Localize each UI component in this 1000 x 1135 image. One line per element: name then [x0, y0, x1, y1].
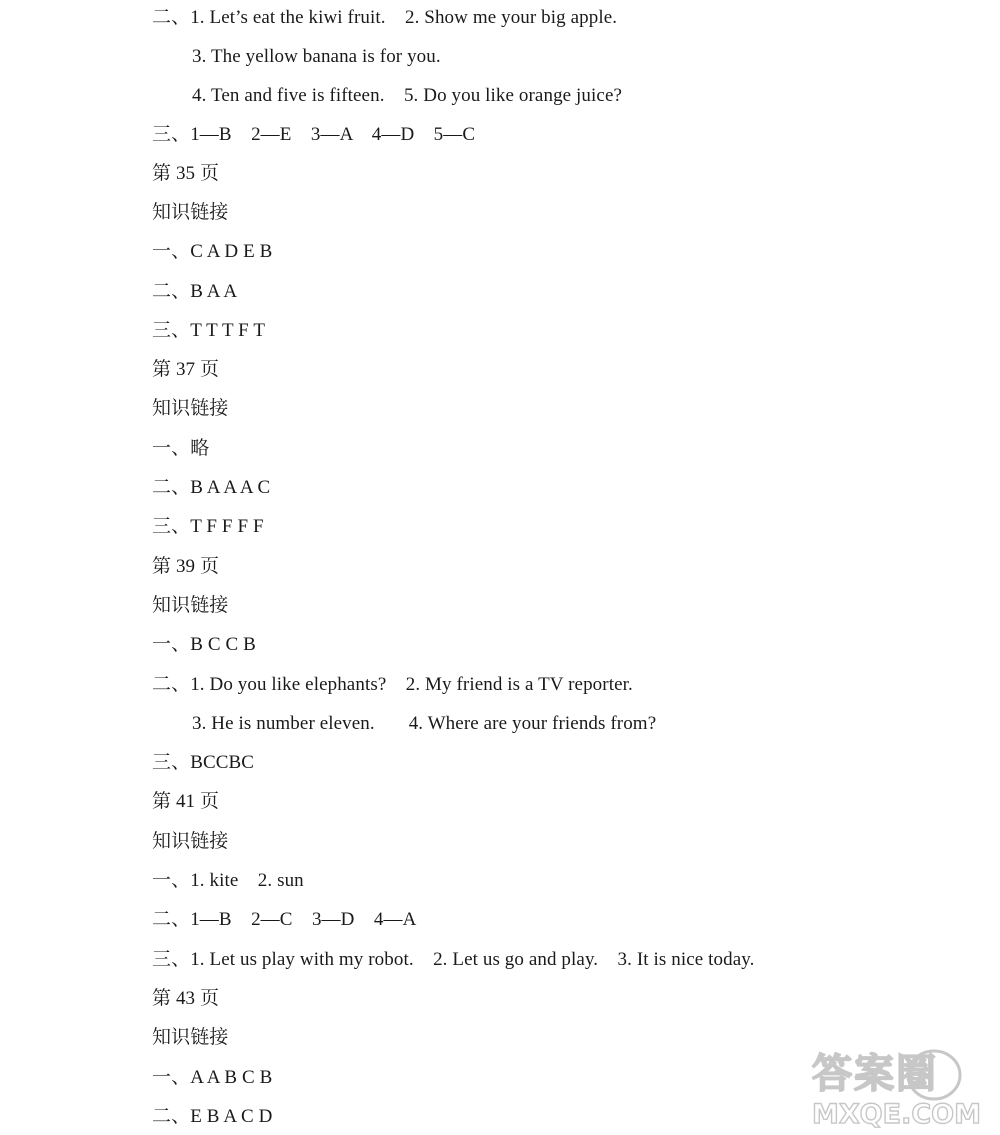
section-heading: 知识链接 — [152, 831, 229, 852]
answer-line: 3. The yellow banana is for you. — [192, 46, 441, 67]
answer-line: 一、A A B C B — [152, 1067, 273, 1088]
watermark-logo-icon — [806, 1041, 986, 1129]
answer-line: 二、B A A A C — [152, 477, 271, 498]
answer-line: 3. He is number eleven. 4. Where are your friends from? — [192, 713, 657, 734]
page-heading: 第 37 页 — [152, 359, 220, 380]
section-heading: 知识链接 — [152, 1027, 229, 1048]
answer-line: 一、1. kite 2. sun — [152, 870, 304, 891]
answer-line: 二、1. Do you like elephants? 2. My friend is a TV reporter. — [152, 674, 633, 695]
page-heading: 第 43 页 — [152, 988, 220, 1009]
answer-line: 三、BCCBC — [152, 752, 255, 773]
answer-line: 二、1. Let’s eat the kiwi fruit. 2. Show me your big apple. — [152, 7, 618, 28]
answer-line: 一、C A D E B — [152, 241, 273, 262]
answer-line: 二、1—B 2—C 3—D 4—A — [152, 909, 417, 930]
answer-line: 一、B C C B — [152, 634, 256, 655]
page-heading: 第 39 页 — [152, 556, 220, 577]
answer-line: 二、E B A C D — [152, 1106, 273, 1127]
section-heading: 知识链接 — [152, 398, 229, 419]
answer-line: 一、略 — [152, 438, 210, 459]
answer-line: 三、T T T F T — [152, 320, 266, 341]
page-heading: 第 41 页 — [152, 791, 220, 812]
answer-line: 三、1—B 2—E 3—A 4—D 5—C — [152, 124, 476, 145]
answer-line: 4. Ten and five is fifteen. 5. Do you like orange juice? — [192, 85, 623, 106]
section-heading: 知识链接 — [152, 202, 229, 223]
answer-line: 二、B A A — [152, 281, 238, 302]
svg-text:MXQE.COM: MXQE.COM — [812, 1099, 981, 1129]
answer-line: 三、T F F F F — [152, 516, 264, 537]
section-heading: 知识链接 — [152, 595, 229, 616]
site-watermark — [806, 1041, 986, 1129]
page-heading: 第 35 页 — [152, 163, 220, 184]
svg-text:答案圈: 答案圈 — [812, 1051, 938, 1097]
answer-line: 三、1. Let us play with my robot. 2. Let us go and play. 3. It is nice today. — [152, 949, 755, 970]
